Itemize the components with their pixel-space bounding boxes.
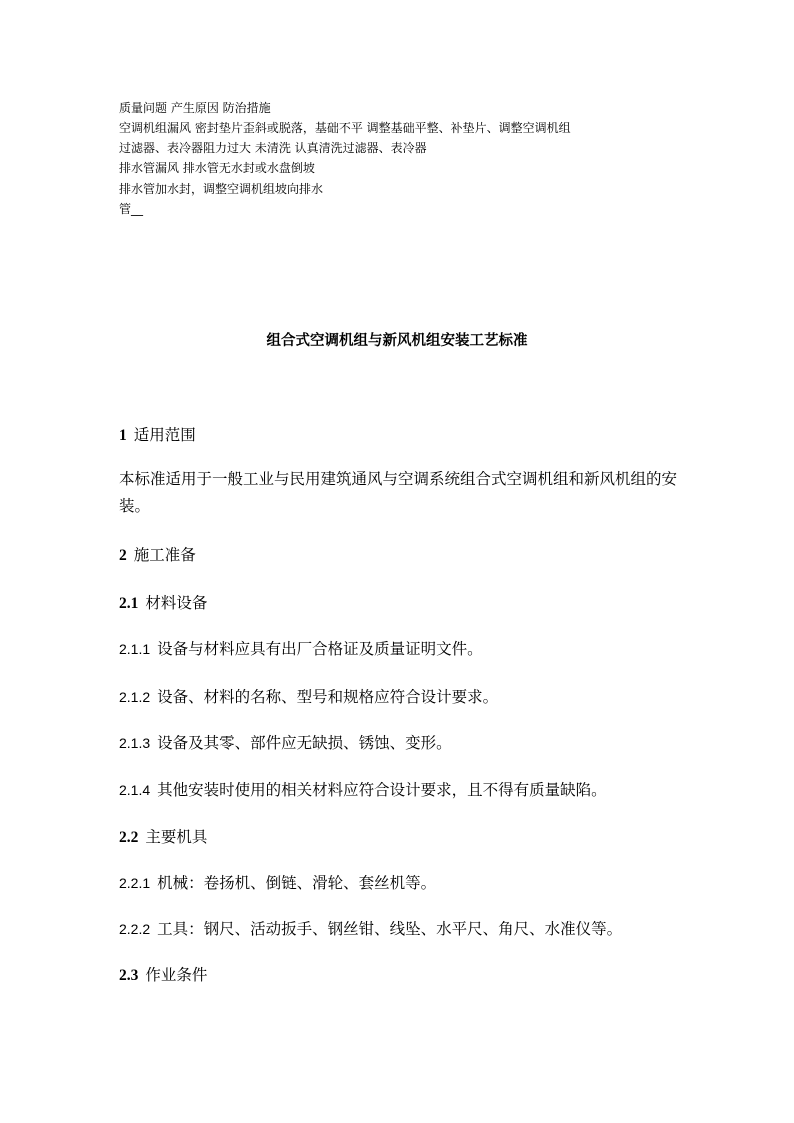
clause-item bbox=[119, 779, 607, 801]
section-title: 主要机具 bbox=[145, 828, 208, 846]
document-title: 组合式空调机组与新风机组安装工艺标准 bbox=[266, 333, 528, 349]
clause-text: 设备、材料的名称、型号和规格应符合设计要求。 bbox=[157, 688, 499, 706]
subsection-heading bbox=[119, 592, 207, 615]
clause-item bbox=[119, 686, 498, 708]
subsection-heading bbox=[119, 826, 207, 849]
clause-item bbox=[119, 638, 483, 660]
clause-item bbox=[119, 872, 436, 894]
section-number: 2.3 bbox=[119, 967, 139, 984]
clause-number: 2.1.1 bbox=[119, 641, 151, 657]
quality-issue-line: 排水管加水封，调整空调机组坡向排水 bbox=[119, 182, 324, 196]
section-title: 材料设备 bbox=[145, 594, 208, 612]
clause-item bbox=[119, 918, 622, 940]
quality-issue-line: 过滤器、表冷器阻力过大 未清洗 认真清洗过滤器、表冷器 bbox=[119, 141, 427, 155]
clause-number: 2.2.1 bbox=[119, 875, 151, 891]
table-header-line: 质量问题 产生原因 防治措施 bbox=[119, 101, 271, 115]
section-title: 施工准备 bbox=[133, 546, 196, 564]
section-heading bbox=[119, 544, 196, 567]
section-title: 适用范围 bbox=[133, 426, 196, 444]
quality-issue-line: 空调机组漏风 密封垫片歪斜或脱落，基础不平 调整基础平整、补垫片、调整空调机组 bbox=[119, 121, 571, 135]
quality-issue-line: 排水管漏风 排水管无水封或水盘倒坡 bbox=[119, 161, 315, 175]
clause-text: 工具：钢尺、活动扳手、钢丝钳、线坠、水平尺、角尺、水准仪等。 bbox=[157, 920, 623, 938]
clause-item bbox=[119, 732, 452, 754]
section-paragraph: 本标准适用于一般工业与民用建筑通风与空调系统组合式空调机组和新风机组的安装。 bbox=[119, 470, 678, 515]
clause-text: 设备与材料应具有出厂合格证及质量证明文件。 bbox=[157, 640, 483, 658]
clause-number: 2.1.2 bbox=[119, 689, 151, 705]
clause-text: 设备及其零、部件应无缺损、锈蚀、变形。 bbox=[157, 734, 452, 752]
section-number: 2 bbox=[119, 547, 127, 564]
clause-text: 机械：卷扬机、倒链、滑轮、套丝机等。 bbox=[157, 874, 437, 892]
clause-text: 其他安装时使用的相关材料应符合设计要求，且不得有质量缺陷。 bbox=[157, 781, 607, 799]
section-number: 2.2 bbox=[119, 829, 139, 846]
section-number: 1 bbox=[119, 427, 127, 444]
section-heading bbox=[119, 424, 196, 447]
quality-issue-line: 管__ bbox=[119, 202, 144, 216]
clause-number: 2.1.4 bbox=[119, 782, 151, 798]
subsection-heading bbox=[119, 964, 207, 987]
section-number: 2.1 bbox=[119, 595, 139, 612]
clause-number: 2.1.3 bbox=[119, 735, 151, 751]
clause-number: 2.2.2 bbox=[119, 921, 151, 937]
section-title: 作业条件 bbox=[145, 966, 208, 984]
